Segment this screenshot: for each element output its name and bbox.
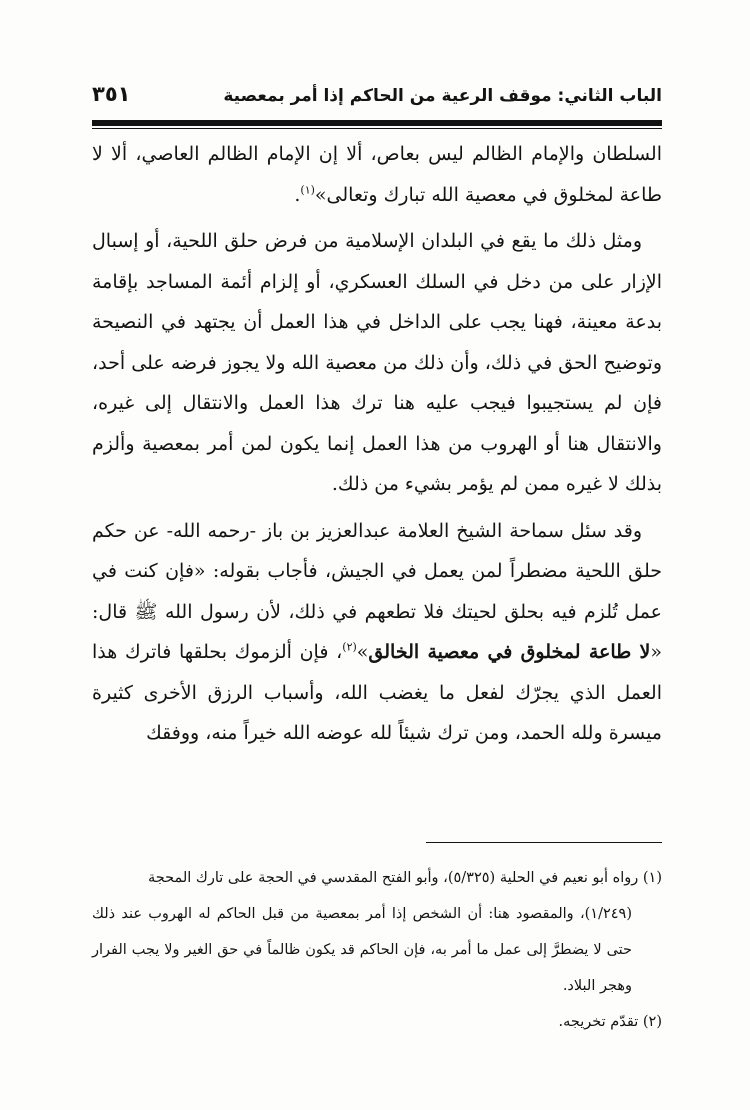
footnote-separator xyxy=(426,842,662,843)
hadith-quote: لا طاعة لمخلوق في معصية الخالق xyxy=(368,641,651,663)
footnotes xyxy=(92,860,662,1040)
paragraph-3-text-a: وقد سئل سماحة الشيخ العلامة عبدالعزيز بن باز -رحمه الله- عن حكم حلق اللحية مضطراً لمن يعمل في الجيش، فأجاب بقوله: «فإن كنت في عمل تُلزم فيه بحلق لحيتك فلا تطعهم في ذلك، لأن رسول الله ﷺ قال: « xyxy=(92,519,663,663)
footnote-1-line-1: (١) رواه أبو نعيم في الحلية (٥/٣٢٥)، وأبو الفتح المقدسي في الحجة على تارك المحجة xyxy=(147,870,662,886)
header-rule-thin xyxy=(92,128,662,129)
paragraph-1-end: . xyxy=(294,183,301,206)
footnote-1-continued: (١/٢٤٩)، والمقصود هنا: أن الشخص إذا أمر بمعصية من قبل الحاكم له الهروب عند ذلك حتى لا يضطرَّ إلى عمل ما أمر به، فإن الحاكم قد يكون ظالماً في حق الغير ولا يجب الفرار وهجر البلاد. xyxy=(92,906,632,994)
paragraph-3-text-b: » xyxy=(356,641,369,663)
header-rule-thick xyxy=(92,120,662,126)
footnote-ref-1[interactable]: (١) xyxy=(300,183,315,197)
footnote-2: (٢) تقدّم تخريجه. xyxy=(558,1014,662,1030)
chapter-title: الباب الثاني: موقف الرعية من الحاكم إذا أمر بمعصية xyxy=(223,86,662,106)
paragraph-1-text: السلطان والإمام الظالم ليس بعاص، ألا إن الإمام الظالم العاصي، ألا لا طاعة لمخلوق في معصية الله تبارك وتعالى» xyxy=(92,143,662,206)
paragraph-1 xyxy=(92,134,662,215)
page-header xyxy=(92,84,662,114)
page-number: ٣٥١ xyxy=(92,82,131,106)
paragraph-2: ومثل ذلك ما يقع في البلدان الإسلامية من فرض حلق اللحية، أو إسبال الإزار على من دخل في السلك العسكري، أو إلزام أئمة المساجد بإقامة بدعة معينة، فهنا يجب على الداخل في هذا العمل أن يجتهد في النصيحة وتوضيح الحق في ذلك، وأن ذلك من معصية الله ولا يجوز فرضه على أحد، فإن لم يستجيبوا فيجب عليه هنا ترك هذا العمل والانتقال إلى غيره، والانتقال هنا أو الهروب من هذا العمل إنما يكون لمن أمر بمعصية وألزم بذلك لا غيره ممن لم يؤمر بشيء من ذلك. xyxy=(92,230,662,495)
paragraph-3-text-c: ، فإن ألزموك بحلقها فاترك هذا العمل الذي يجرّك لفعل ما يغضب الله، وأسباب الرزق الأخرى كثيرة ميسرة ولله الحمد، ومن ترك شيئاً لله عوضه الله خيراً منه، ووفقك xyxy=(92,641,662,744)
paragraph-3 xyxy=(92,511,662,754)
footnote-ref-2[interactable]: (٢) xyxy=(342,640,357,654)
main-text xyxy=(92,134,662,754)
